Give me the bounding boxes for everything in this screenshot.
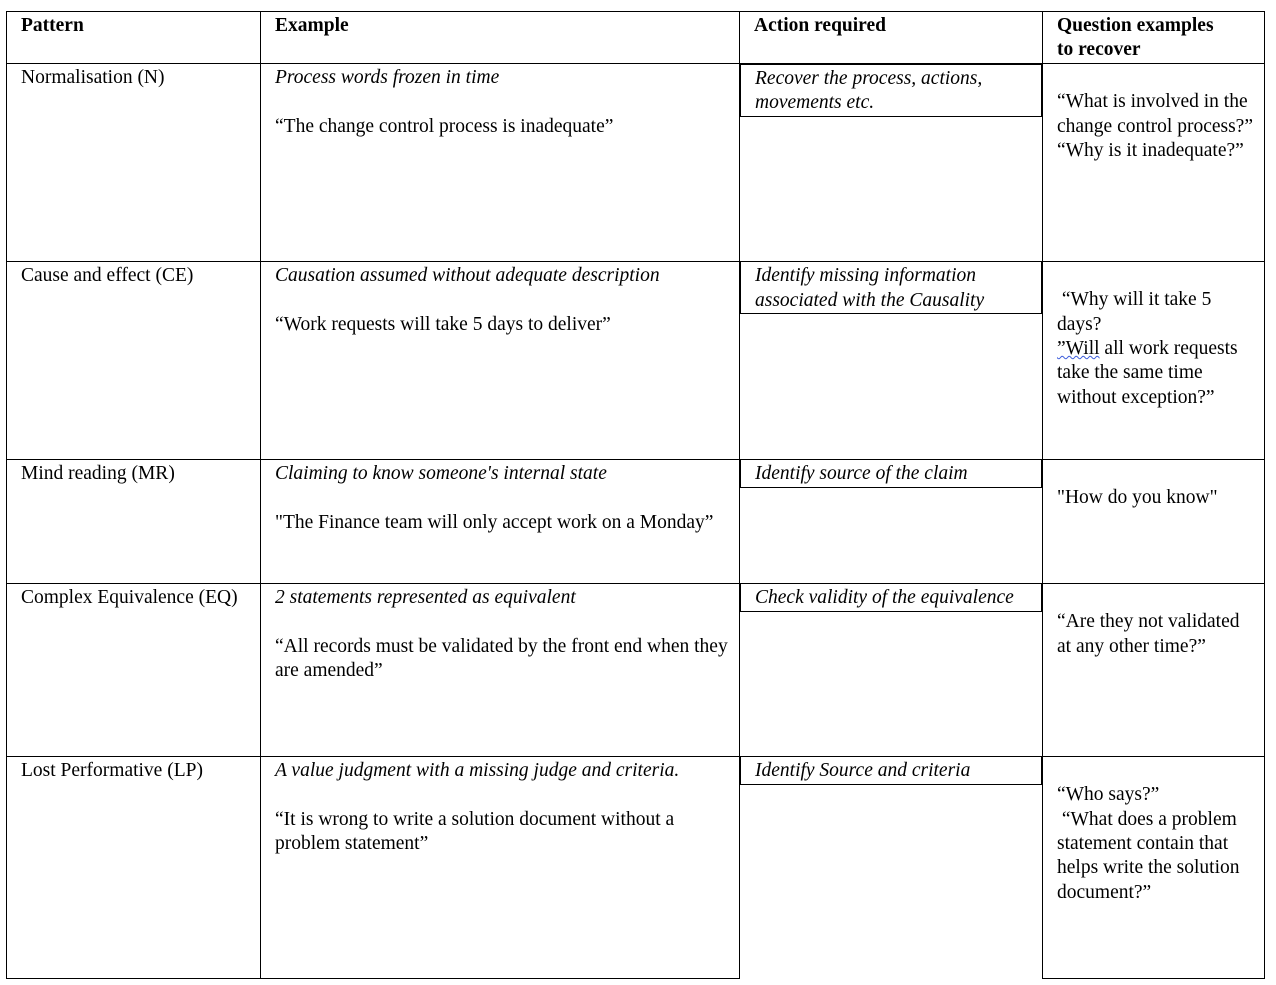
example-quote: “The change control process is inadequate”	[275, 115, 614, 137]
header-questions-line-2: to recover	[1057, 39, 1141, 61]
header-pattern: Pattern	[7, 12, 261, 64]
header-questions-line-1: Question examples	[1057, 15, 1214, 36]
example-cell	[261, 756, 740, 978]
example-cell	[261, 63, 740, 261]
questions-cell	[1043, 756, 1265, 978]
action-cell: Identify Source and criteria	[740, 756, 1042, 784]
pattern-cell: Cause and effect (CE)	[7, 261, 261, 459]
action-cell: Identify missing information associated with the Causality	[740, 261, 1042, 314]
action-cell: Recover the process, actions, movements etc.	[740, 64, 1042, 117]
question-line: “Who says?”	[1057, 784, 1160, 806]
question-line: “Are they not validated at any other time?”	[1057, 611, 1245, 657]
pattern-description: 2 statements represented as equivalent	[275, 586, 576, 608]
spellcheck-marked-word: ”Will	[1057, 338, 1100, 360]
question-line: “What is involved in the change control process?”	[1057, 91, 1253, 137]
table-row	[7, 63, 1265, 261]
table-row	[7, 261, 1265, 459]
table-header-row	[7, 12, 1265, 64]
pattern-cell: Normalisation (N)	[7, 63, 261, 261]
pattern-description: A value judgment with a missing judge and criteria.	[275, 759, 680, 781]
example-cell	[261, 583, 740, 756]
header-questions	[1043, 12, 1265, 64]
questions-cell	[1043, 63, 1265, 261]
header-example: Example	[261, 12, 740, 64]
question-line: “What does a problem statement contain that helps write the solution document?”	[1057, 808, 1245, 903]
action-cell: Check validity of the equivalence	[740, 583, 1042, 611]
pattern-cell: Mind reading (MR)	[7, 459, 261, 583]
example-quote: "The Finance team will only accept work on a Monday”	[275, 511, 714, 533]
header-action: Action required	[740, 12, 1043, 64]
example-cell	[261, 261, 740, 459]
patterns-table	[6, 11, 1265, 979]
question-line: “Why will it take 5 days?	[1057, 289, 1217, 335]
question-line	[1057, 337, 1256, 410]
action-cell: Identify source of the claim	[740, 459, 1042, 487]
questions-cell	[1043, 583, 1265, 756]
question-line: "How do you know"	[1057, 487, 1218, 509]
example-quote: “All records must be validated by the front end when they are amended”	[275, 635, 728, 682]
table-row	[7, 583, 1265, 756]
question-line: “Why is it inadequate?”	[1057, 140, 1244, 162]
table-row	[7, 756, 1265, 978]
question-line-rest: all work requests take the same time without exception?”	[1057, 338, 1243, 408]
pattern-cell: Complex Equivalence (EQ)	[7, 583, 261, 756]
pattern-description: Claiming to know someone's internal state	[275, 462, 607, 484]
pattern-description: Causation assumed without adequate description	[275, 264, 660, 286]
questions-cell	[1043, 459, 1265, 583]
example-quote: “Work requests will take 5 days to deliver”	[275, 313, 611, 335]
table-row	[7, 459, 1265, 583]
questions-cell	[1043, 261, 1265, 459]
pattern-cell: Lost Performative (LP)	[7, 756, 261, 978]
example-quote: “It is wrong to write a solution document without a problem statement”	[275, 808, 675, 855]
pattern-description: Process words frozen in time	[275, 66, 500, 88]
example-cell	[261, 459, 740, 583]
